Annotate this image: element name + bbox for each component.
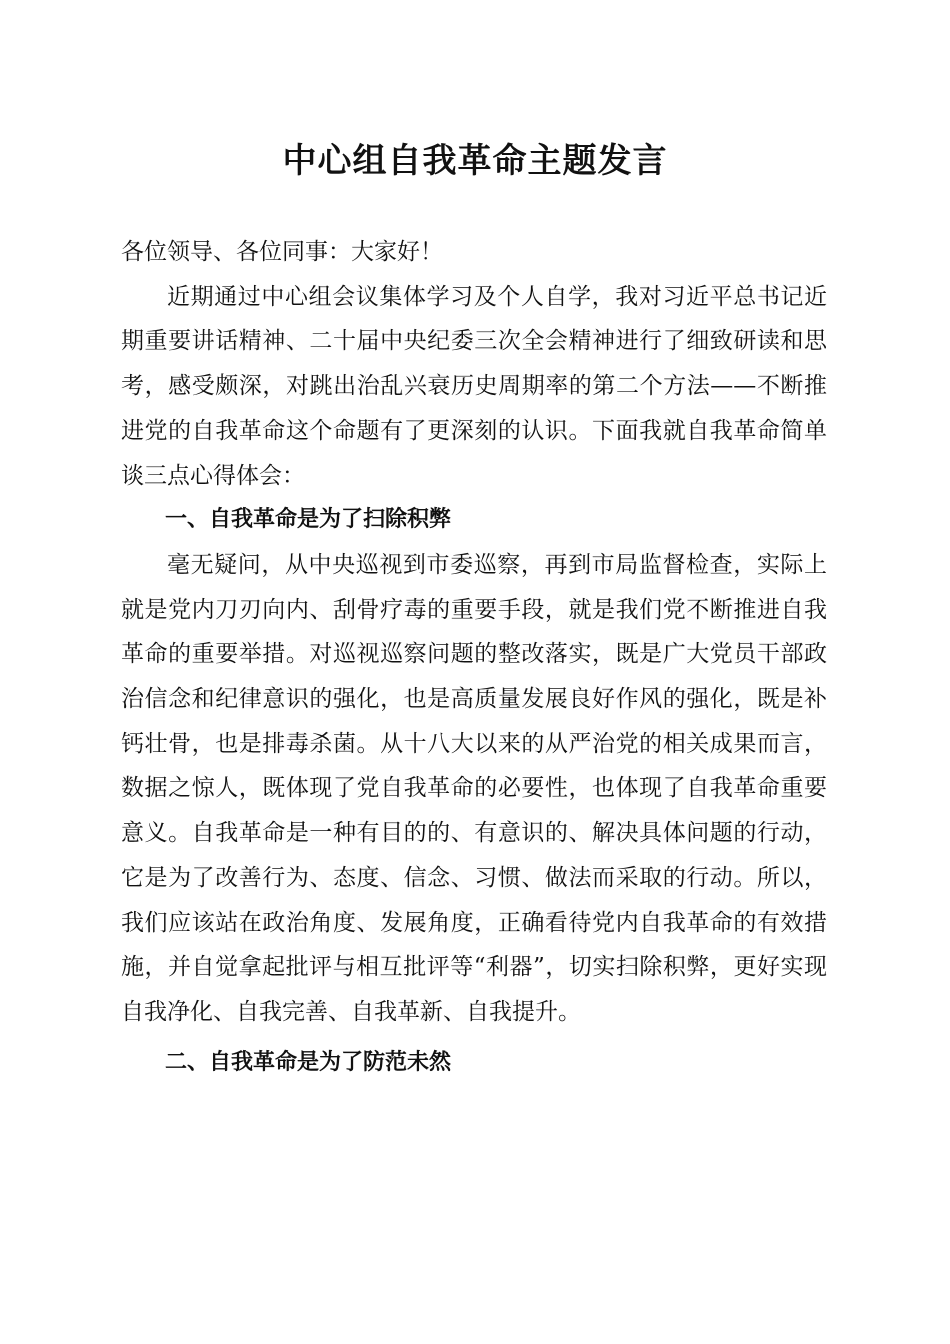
document-body — [121, 230, 827, 1085]
section-heading-1: 一、自我革命是为了扫除积弊 — [165, 507, 452, 533]
section-1-paragraph: 毫无疑问，从中央巡视到市委巡察，再到市局监督检查，实际上就是党内刀刃向内、刮骨疗毒的重要手段，就是我们党不断推进自我革命的重要举措。对巡视巡察问题的整改落实，既是广大党员干部政治信念和纪律意识的强化，也是高质量发展良好作风的强化，既是补钙壮骨，也是排毒杀菌。从十八大以来的从严治党的相关成果而言，数据之惊人，既体现了党自我革命的必要性，也体现了自我革命重要意义。自我革命是一种有目的的、有意识的、解决具体问题的行动，它是为了改善行为、态度、信念、习惯、做法而采取的行动。所以，我们应该站在政治角度、发展角度，正确看待党内自我革命的有效措施，并自觉拿起批评与相互批评等“利器”，切实扫除积弊，更好实现自我净化、自我完善、自我革新、自我提升。 — [121, 551, 827, 1025]
document-title: 中心组自我革命主题发言 — [282, 141, 668, 181]
section-heading-2: 二、自我革命是为了防范未然 — [165, 1049, 452, 1075]
salutation: 各位领导、各位同事：大家好！ — [121, 239, 443, 265]
intro-paragraph: 近期通过中心组会议集体学习及个人自学，我对习近平总书记近期重要讲话精神、二十届中央纪委三次全会精神进行了细致研读和思考，感受颇深，对跳出治乱兴衰历史周期率的第二个方法——不断推进党的自我革命这个命题有了更深刻的认识。下面我就自我革命简单谈三点心得体会： — [121, 283, 827, 489]
